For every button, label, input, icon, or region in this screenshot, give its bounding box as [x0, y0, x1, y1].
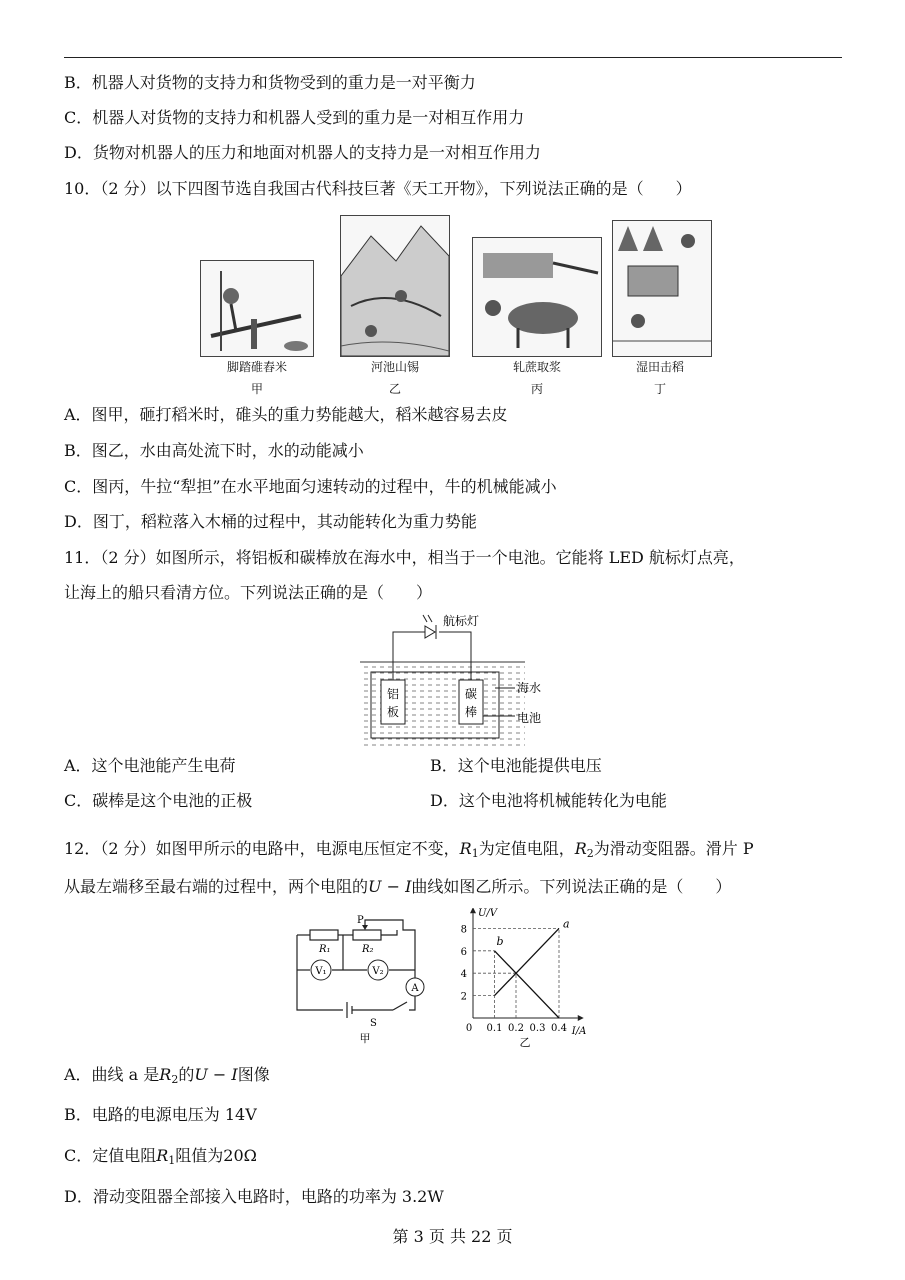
page-footer: 第 3 页 共 22 页	[392, 1227, 513, 1246]
q10-option-c: C．图丙，牛拉“犁担”在水平地面匀速转动的过程中，牛的机械能减小	[64, 477, 557, 496]
r2-symbol: R	[574, 839, 587, 858]
y-axis-label: U/V	[478, 908, 498, 920]
q12-stem1-b: 为定值电阻，	[478, 839, 575, 858]
q12-option-a-part1: A．曲线 a 是	[64, 1065, 160, 1084]
q12-option-d: D．滑动变阻器全部接入电路时，电路的功率为 3.2W	[64, 1187, 444, 1206]
q12-option-c	[64, 1145, 257, 1172]
carbon-label-1: 碳	[464, 687, 478, 701]
q12-stem2-a: 从最左端移至最右端的过程中，两个电阻的	[64, 877, 369, 896]
v2-label: V₂	[372, 966, 384, 977]
q12-option-a-sub: 2	[171, 1073, 179, 1086]
al-label-1: 铝	[386, 687, 400, 701]
caption-jia: 脚踏碓舂米	[226, 360, 287, 374]
q12-option-c-part2: 阻值为20Ω	[175, 1146, 257, 1165]
q12-option-c-part1: C．定值电阻	[64, 1146, 157, 1165]
q12-option-c-sub: 1	[168, 1154, 176, 1167]
q12-option-b: B．电路的电源电压为 14V	[64, 1105, 257, 1124]
x-axis-arrow	[578, 1015, 584, 1021]
q10-stem: 10．（2 分）以下四图节选自我国古代科技巨著《天工开物》，下列说法正确的是（ ）	[64, 179, 692, 198]
header-rule	[64, 57, 842, 58]
q12-stem1-a: 12．（2 分）如图甲所示的电路中，电源电压恒定不变，	[64, 839, 460, 858]
q12-stem-line2	[64, 876, 731, 898]
q12-option-a-part3: 图像	[237, 1065, 270, 1084]
circuit-title: 甲	[359, 1032, 371, 1045]
q9-option-d: D．货物对机器人的压力和地面对机器人的支持力是一对相互作用力	[64, 143, 541, 162]
battery-figure	[355, 610, 555, 750]
chart-title: 乙	[519, 1036, 531, 1048]
y-tick-label: 6	[460, 946, 467, 958]
q9-option-b: B．机器人对货物的支持力和货物受到的重力是一对平衡力	[64, 73, 476, 92]
label-bing: 丙	[530, 382, 543, 396]
battery-label: 电池	[517, 711, 542, 725]
v1-label: V₁	[315, 966, 327, 977]
r2-subscript: 2	[586, 847, 594, 860]
foot-pestle-illustration	[200, 260, 314, 357]
r2-label: R₂	[362, 944, 374, 955]
caption-yi: 河池山锡	[370, 360, 419, 374]
x-axis-label: I/A	[571, 1026, 587, 1037]
carbon-label-2: 棒	[464, 705, 478, 719]
y-axis-arrow	[470, 908, 476, 913]
led-icon	[425, 626, 435, 638]
origin-label: 0	[465, 1023, 473, 1034]
q11-option-c: C．碳棒是这个电池的正极	[64, 791, 253, 810]
q9-option-c: C．机器人对货物的支持力和机器人受到的重力是一对相互作用力	[64, 108, 525, 127]
q11-option-a: A．这个电池能产生电荷	[64, 756, 236, 775]
caption-ding: 湿田击稻	[635, 360, 684, 374]
q12-option-a	[64, 1064, 270, 1091]
q12-option-a-r: R	[159, 1065, 172, 1084]
q12-stem-line1	[64, 838, 754, 865]
q12-stem1-c: 为滑动变阻器。滑片 P	[593, 839, 754, 858]
q11-option-b: B．这个电池能提供电压	[430, 756, 602, 775]
q12-stem2-b: 曲线如图乙所示。下列说法正确的是（ ）	[411, 877, 732, 896]
x-tick-label: 0.3	[529, 1023, 546, 1034]
x-tick-label: 0.4	[551, 1023, 567, 1034]
ammeter-label: A	[411, 983, 419, 994]
ui-symbol: U − I	[368, 877, 412, 896]
al-label-2: 板	[386, 705, 400, 719]
caption-bing: 轧蔗取浆	[512, 360, 561, 374]
q11-stem-line1: 11．（2 分）如图所示，将铝板和碳棒放在海水中，相当于一个电池。它能将 LED 航标灯点亮，	[64, 548, 745, 567]
q10-option-a: A．图甲，砸打稻米时，碓头的重力势能越大，稻米越容易去皮	[64, 405, 508, 424]
series-line-a	[495, 928, 560, 995]
q12-option-a-part2: 的	[178, 1065, 195, 1084]
rice-threshing-illustration	[612, 220, 712, 357]
circuit-diagram	[285, 910, 435, 1045]
slider-p-label: P	[357, 915, 364, 926]
r1-label: R₁	[319, 944, 331, 955]
y-tick-label: 8	[460, 924, 467, 936]
q11-option-d: D．这个电池将机械能转化为电能	[430, 791, 667, 810]
q12-option-c-r: R	[156, 1146, 169, 1165]
x-tick-label: 0.2	[508, 1023, 524, 1034]
lamp-label: 航标灯	[443, 614, 480, 628]
q11-stem-line2: 让海上的船只看清方位。下列说法正确的是（ ）	[64, 583, 433, 602]
q10-figure	[200, 215, 710, 400]
label-ding: 丁	[653, 382, 666, 396]
series-label-b: b	[496, 934, 504, 948]
r1-resistor	[310, 930, 338, 940]
series-line-b	[495, 951, 560, 1018]
mountain-tin-illustration	[340, 215, 450, 357]
label-yi: 乙	[388, 382, 401, 396]
label-jia: 甲	[250, 382, 263, 396]
x-tick-label: 0.1	[486, 1023, 503, 1034]
r1-symbol: R	[459, 839, 472, 858]
r2-rheostat	[353, 930, 381, 940]
q12-option-a-ui: U − I	[194, 1065, 238, 1084]
seawater-label: 海水	[517, 681, 542, 695]
sugarcane-press-illustration	[472, 237, 602, 357]
q10-option-d: D．图丁，稻粒落入木桶的过程中，其动能转化为重力势能	[64, 512, 477, 531]
y-tick-label: 4	[460, 969, 467, 981]
y-tick-label: 2	[460, 991, 467, 1003]
switch-label: S	[370, 1018, 377, 1029]
q10-option-b: B．图乙，水由高处流下时，水的动能减小	[64, 441, 364, 460]
ui-graph	[455, 908, 625, 1048]
series-label-a: a	[563, 917, 570, 931]
r1-subscript: 1	[471, 847, 479, 860]
